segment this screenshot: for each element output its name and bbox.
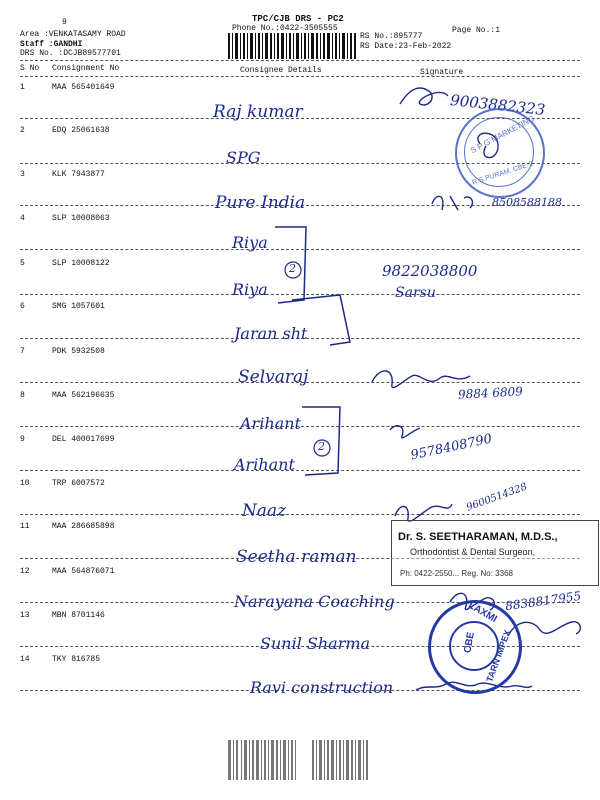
row-consignment: TRP 6007572	[52, 479, 105, 488]
hand-signature-5: Sarsu	[395, 285, 436, 301]
hand-name-7: Selvaraj	[238, 367, 309, 387]
row-consignment: MAA 565401649	[52, 83, 115, 92]
laxmi-top-text: LAXMI	[466, 599, 499, 626]
header-area: Area :VENKATASAMY ROAD	[20, 30, 126, 39]
doc-title: TPC/CJB DRS - PC2	[252, 14, 344, 24]
spg-stamp-outer-text: S P G MARKETING	[469, 113, 536, 156]
hand-name-14: Ravi construction	[250, 678, 394, 697]
row-sno: 10	[20, 479, 30, 488]
row-consignment: PDK 5932508	[52, 347, 105, 356]
row-consignment: MAA 562196635	[52, 391, 115, 400]
header-rs-date: RS Date:23-Feb-2022	[360, 42, 452, 51]
doctor-stamp	[391, 520, 599, 586]
row-sno: 8	[20, 391, 25, 400]
hand-name-6: Jaran sht	[234, 324, 308, 343]
laxmi-stamp	[428, 600, 522, 694]
row-sno: 11	[20, 522, 30, 531]
circle-number-1: 2	[289, 262, 296, 275]
row-consignment: MBN 8701146	[52, 611, 105, 620]
hand-name-8: Arihant	[240, 414, 301, 433]
row-sno: 5	[20, 259, 25, 268]
hand-phone-12: 8838817955	[504, 588, 582, 614]
hand-phone-1: 9003882323	[449, 91, 547, 119]
row-sno: 14	[20, 655, 30, 664]
top-mark: 9	[62, 18, 67, 27]
hand-name-5: Riya	[232, 280, 268, 299]
row-consignment: MAA 286685898	[52, 522, 115, 531]
hand-phone-10: 9600514328	[465, 481, 529, 514]
row-consignment: SLP 10008063	[52, 214, 110, 223]
header-rs-no: RS No.:895777	[360, 32, 423, 41]
row-sno: 2	[20, 126, 25, 135]
spg-stamp	[455, 108, 545, 198]
hand-name-12: Narayana Coaching	[234, 592, 395, 611]
hand-name-3: Pure India	[215, 193, 306, 213]
laxmi-center-text: CBE	[462, 631, 477, 654]
row-consignment: SLP 10008122	[52, 259, 110, 268]
hand-name-1: Raj kumar	[213, 102, 303, 122]
row-sno: 6	[20, 302, 25, 311]
circle-number-2: 2	[318, 440, 325, 453]
hand-name-4: Riya	[232, 233, 268, 252]
laxmi-mid-text: TARN IMPEX	[484, 628, 513, 684]
hand-phone-9: 9578408790	[409, 431, 494, 464]
doctor-phone: Ph: 0422-2550... Reg. No: 3368	[400, 569, 513, 578]
header-page-no: Page No.:1	[452, 26, 501, 35]
col-consignment: Consignment No	[52, 64, 120, 73]
row-consignment: SMG 1057601	[52, 302, 105, 311]
barcode-bottom	[228, 740, 388, 780]
row-sno: 7	[20, 347, 25, 356]
doctor-title: Orthodontist & Dental Surgeon,	[410, 547, 536, 557]
row-consignment: EDQ 25061638	[52, 126, 110, 135]
hand-name-11: Seetha raman	[236, 547, 357, 567]
row-consignment: TKY 816785	[52, 655, 101, 664]
row-consignment: KLK 7943877	[52, 170, 105, 179]
header-drs-no: DRS No. :DCJB89577701	[20, 49, 121, 58]
col-signature: Signature	[420, 68, 464, 77]
row-sno: 12	[20, 567, 30, 576]
hand-name-9: Arihant	[234, 455, 295, 474]
hand-name-2: SPG	[226, 148, 261, 167]
hand-phone-5: 9822038800	[382, 262, 478, 280]
hand-name-13: Sunil Sharma	[260, 634, 371, 653]
row-sno: 1	[20, 83, 25, 92]
col-consignee: Consignee Details	[240, 66, 322, 75]
row-sno: 9	[20, 435, 25, 444]
row-sno: 3	[20, 170, 25, 179]
doctor-name: Dr. S. SEETHARAMAN, M.D.S.,	[398, 531, 558, 543]
header-staff: Staff :GANDHI	[20, 40, 83, 49]
hand-phone-3: 8508588188	[492, 196, 562, 209]
row-sno: 4	[20, 214, 25, 223]
hand-phone-7: 9884 6809	[457, 384, 524, 402]
row-sno: 13	[20, 611, 30, 620]
row-consignment: DEL 400017699	[52, 435, 115, 444]
spg-stamp-inner-text: R.S.PURAM, CBE-2	[471, 160, 534, 187]
col-sno: S No	[20, 64, 40, 73]
row-consignment: MAA 564876071	[52, 567, 115, 576]
hand-name-10: Naaz	[242, 501, 287, 521]
header-phone: Phone No.:0422-3505555	[232, 24, 338, 33]
